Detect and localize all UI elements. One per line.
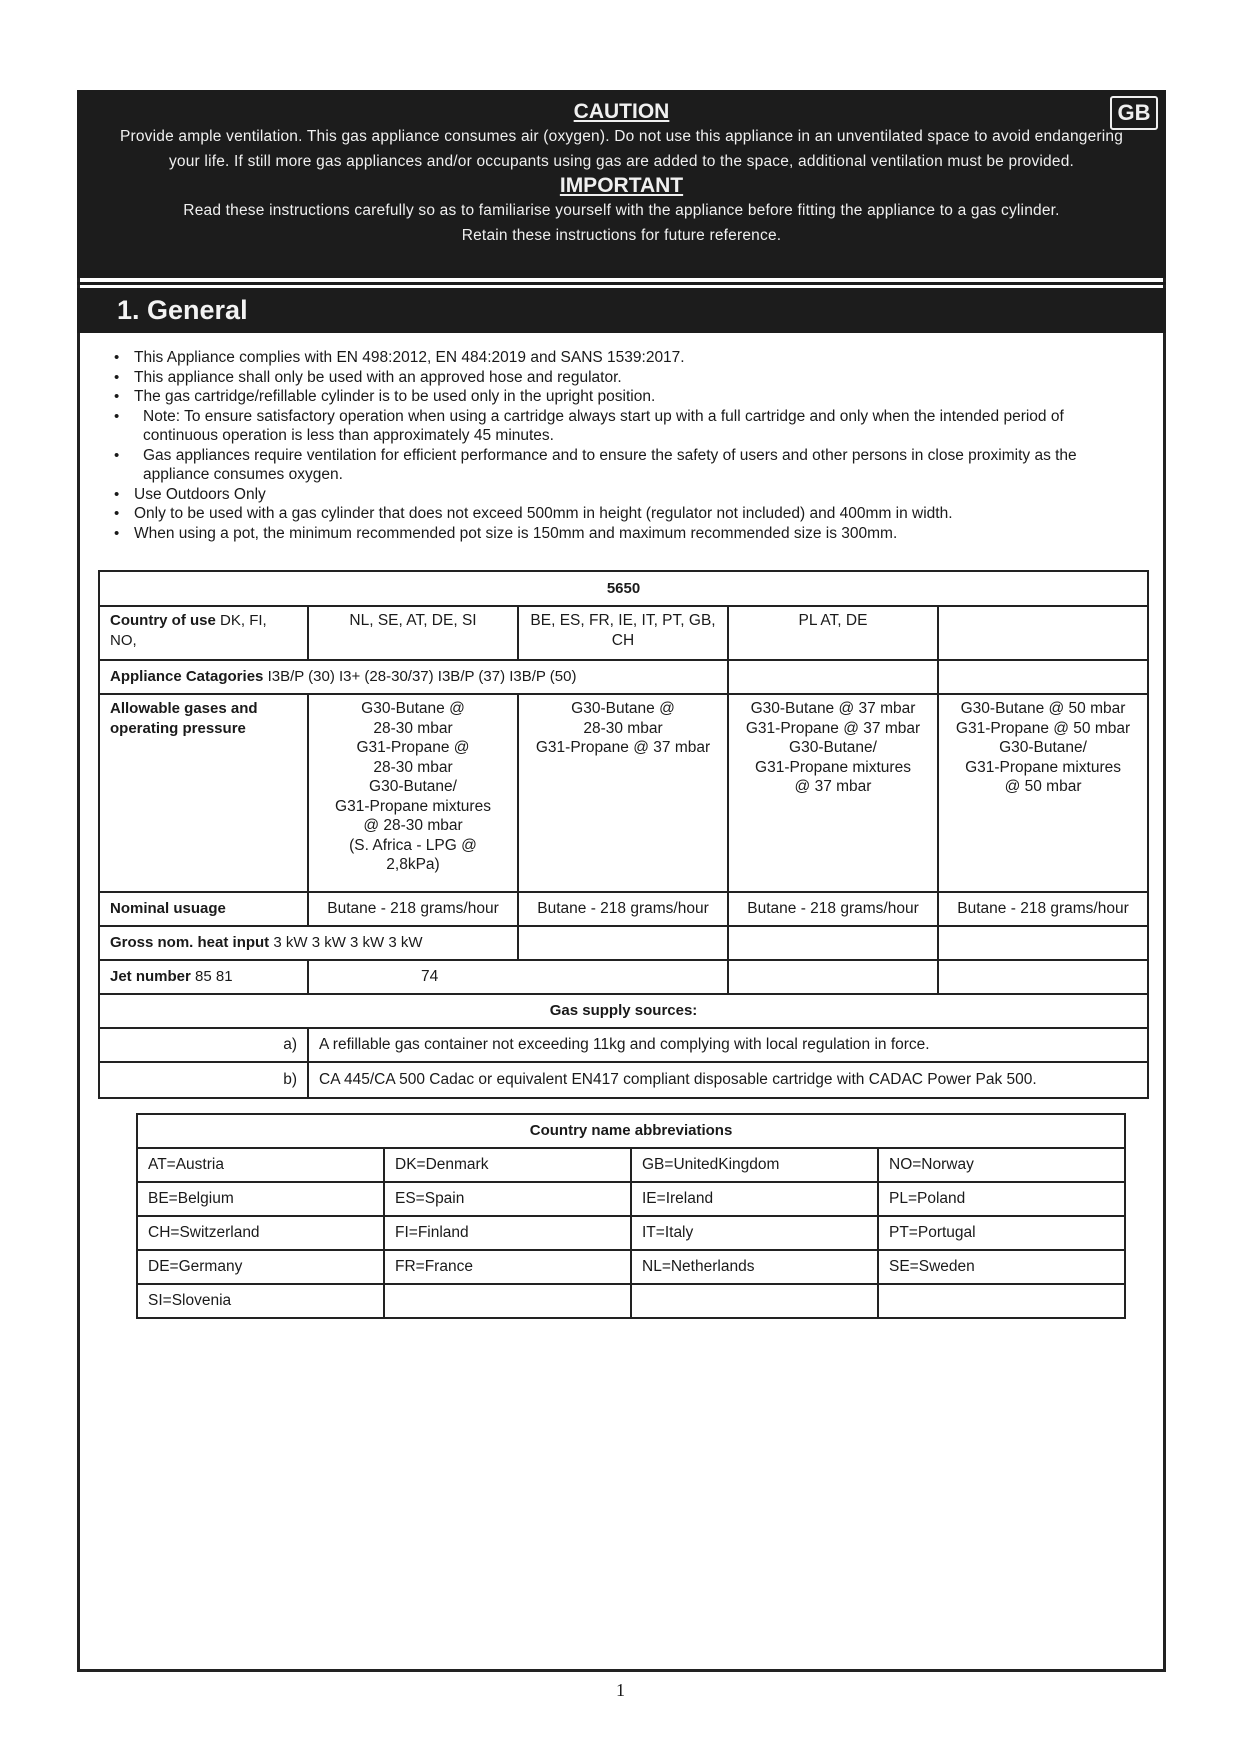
gas-line: G31-Propane @ [356, 739, 470, 756]
abbr-cell: DE=Germany [137, 1250, 384, 1284]
jet-label: Jet number [110, 968, 191, 986]
abbr-cell: NO=Norway [878, 1148, 1125, 1182]
jet-col-4 [938, 960, 1148, 994]
abbr-cell: PT=Portugal [878, 1216, 1125, 1250]
important-heading: IMPORTANT [559, 174, 684, 197]
page-number: 1 [616, 1680, 625, 1700]
country-col-1: NL, SE, AT, DE, SI [308, 606, 518, 660]
caution-banner [77, 90, 1166, 278]
abbr-cell: PL=Poland [878, 1182, 1125, 1216]
supply-a-text: A refillable gas container not exceeding 11kg and complying with local regulation in force. [308, 1028, 1148, 1062]
gas-line: G30-Butane @ [571, 700, 675, 717]
bullet-item: • Only to be used with a gas cylinder that does not exceed 500mm in height (regulator not included) and 400mm in width. [112, 504, 1142, 524]
category-col-4 [938, 660, 1148, 694]
heat-label: Gross nom. heat input [110, 934, 270, 952]
gas-line: (S. Africa - LPG @ [349, 836, 477, 854]
gas-line: G31-Propane mixtures [335, 797, 491, 815]
bullet-item: • Use Outdoors Only [112, 485, 1142, 505]
gas-line: G30-Butane/ [369, 778, 457, 795]
table-row [137, 1284, 1125, 1318]
gas-line: @ 37 mbar [794, 778, 872, 795]
abbr-cell: SI=Slovenia [137, 1284, 384, 1318]
bullet-item: • This appliance shall only be used with an approved hose and regulator. [112, 368, 1142, 388]
jet-label-cell [99, 960, 308, 994]
gas-line: G31-Propane @ 37 mbar [745, 719, 921, 737]
table-row [137, 1182, 1125, 1216]
gas-line: G31-Propane @ 50 mbar [955, 719, 1131, 737]
abbr-cell: IE=Ireland [631, 1182, 878, 1216]
gas-line: 28-30 mbar [583, 719, 663, 737]
heat-col-3 [728, 926, 938, 960]
category-label: Appliance Catagories [110, 668, 264, 686]
abbr-cell: BE=Belgium [137, 1182, 384, 1216]
gas-line: G30-Butane @ 37 mbar [750, 700, 916, 717]
usage-col-3: Butane - 218 grams/hour [728, 892, 938, 926]
gas-line: G30-Butane @ [361, 700, 465, 717]
abbr-cell: GB=UnitedKingdom [631, 1148, 878, 1182]
important-text-1: Read these instructions carefully so as to familiarise yourself with the appliance before fitting the appliance to a gas cylinder. [183, 202, 1060, 219]
bullet-item: • When using a pot, the minimum recommended pot size is 150mm and maximum recommended size is 300mm. [112, 524, 1142, 544]
caution-heading: CAUTION [573, 100, 670, 123]
country-col-3: PL AT, DE [728, 606, 938, 660]
country-col-2: BE, ES, FR, IE, IT, PT, GB, CH [518, 606, 728, 660]
abbr-cell: DK=Denmark [384, 1148, 631, 1182]
table-row [137, 1216, 1125, 1250]
usage-label: Nominal usuage [99, 892, 308, 926]
gas-line: @ 50 mbar [1004, 778, 1082, 795]
abbr-cell: NL=Netherlands [631, 1250, 878, 1284]
heat-label-cell [99, 926, 518, 960]
jet-col-1: 74 [308, 960, 728, 994]
usage-col-2: Butane - 218 grams/hour [518, 892, 728, 926]
gases-col-4 [938, 694, 1148, 892]
jet-col-3 [728, 960, 938, 994]
abbr-cell [384, 1284, 631, 1318]
country-badge: GB [1110, 96, 1158, 130]
section-title: 1. General [117, 295, 248, 325]
gas-line: 2,8kPa) [386, 856, 440, 873]
table-row [137, 1148, 1125, 1182]
model-number: 5650 [99, 571, 1148, 606]
gas-line: G30-Butane @ 50 mbar [960, 700, 1126, 717]
abbr-cell: FR=France [384, 1250, 631, 1284]
heat-values: 3 kW 3 kW 3 kW 3 kW [273, 934, 423, 952]
country-col-4 [938, 606, 1148, 660]
supply-b-text: CA 445/CA 500 Cadac or equivalent EN417 compliant disposable cartridge with CADAC Power Pak 500. [308, 1062, 1148, 1098]
usage-col-4: Butane - 218 grams/hour [938, 892, 1148, 926]
important-text-2: Retain these instructions for future reference. [461, 227, 782, 244]
gas-line: 28-30 mbar [373, 758, 453, 776]
table-row [137, 1250, 1125, 1284]
abbreviations-header: Country name abbreviations [137, 1114, 1125, 1148]
bullet-item: • Gas appliances require ventilation for efficient performance and to ensure the safety of users and other persons in close proximity as the appliance consumes oxygen. [112, 446, 1142, 485]
country-abbreviations-table [136, 1113, 1126, 1319]
jet-values: 85 81 [195, 968, 233, 986]
country-label: Country of use [110, 612, 216, 629]
gas-line: G31-Propane @ 37 mbar [535, 739, 711, 756]
gas-line: 28-30 mbar [373, 719, 453, 737]
abbr-cell [631, 1284, 878, 1318]
gas-line: G31-Propane mixtures [965, 758, 1121, 776]
gases-col-1 [308, 694, 518, 892]
heat-col-2 [518, 926, 728, 960]
abbr-cell: ES=Spain [384, 1182, 631, 1216]
section-header [77, 288, 1166, 333]
category-values: I3B/P (30) I3+ (28-30/37) I3B/P (37) I3B/P (50) [267, 668, 577, 686]
heat-col-4 [938, 926, 1148, 960]
gases-col-2 [518, 694, 728, 892]
bullet-item: • This Appliance complies with EN 498:2012, EN 484:2019 and SANS 1539:2017. [112, 348, 1142, 368]
abbr-cell [878, 1284, 1125, 1318]
country-values: DK, FI, NO, [110, 612, 267, 649]
abbr-cell: CH=Switzerland [137, 1216, 384, 1250]
general-bullet-list [112, 348, 1142, 543]
gases-col-3 [728, 694, 938, 892]
supply-header: Gas supply sources: [99, 994, 1148, 1028]
category-label-cell [99, 660, 728, 694]
abbr-cell: IT=Italy [631, 1216, 878, 1250]
gas-line: @ 28-30 mbar [363, 817, 463, 834]
bullet-item: • The gas cartridge/refillable cylinder is to be used only in the upright position. [112, 387, 1142, 407]
gases-label: Allowable gases and operating pressure [99, 694, 308, 892]
gas-line: G31-Propane mixtures [755, 758, 911, 776]
country-label-cell [99, 606, 308, 660]
specification-table [98, 570, 1149, 1099]
bullet-item: • Note: To ensure satisfactory operation when using a cartridge always start up with a full cartridge and only when the intended period of continuous operation is less than approximately 45 minutes. [112, 407, 1142, 446]
abbr-cell: AT=Austria [137, 1148, 384, 1182]
category-col-3 [728, 660, 938, 694]
abbr-cell: FI=Finland [384, 1216, 631, 1250]
supply-a-letter: a) [99, 1028, 308, 1062]
abbr-cell: SE=Sweden [878, 1250, 1125, 1284]
gas-line: G30-Butane/ [999, 739, 1087, 756]
usage-col-1: Butane - 218 grams/hour [308, 892, 518, 926]
gas-line: G30-Butane/ [789, 739, 877, 756]
caution-text: Provide ample ventilation. This gas appliance consumes air (oxygen). Do not use this appliance in an unventilated space to avoid endangering your life. If still more gas appliances and/or occupants using gas are added to the space, additional ventilation must be provided. [119, 128, 1124, 170]
divider [77, 282, 1166, 285]
supply-b-letter: b) [99, 1062, 308, 1098]
